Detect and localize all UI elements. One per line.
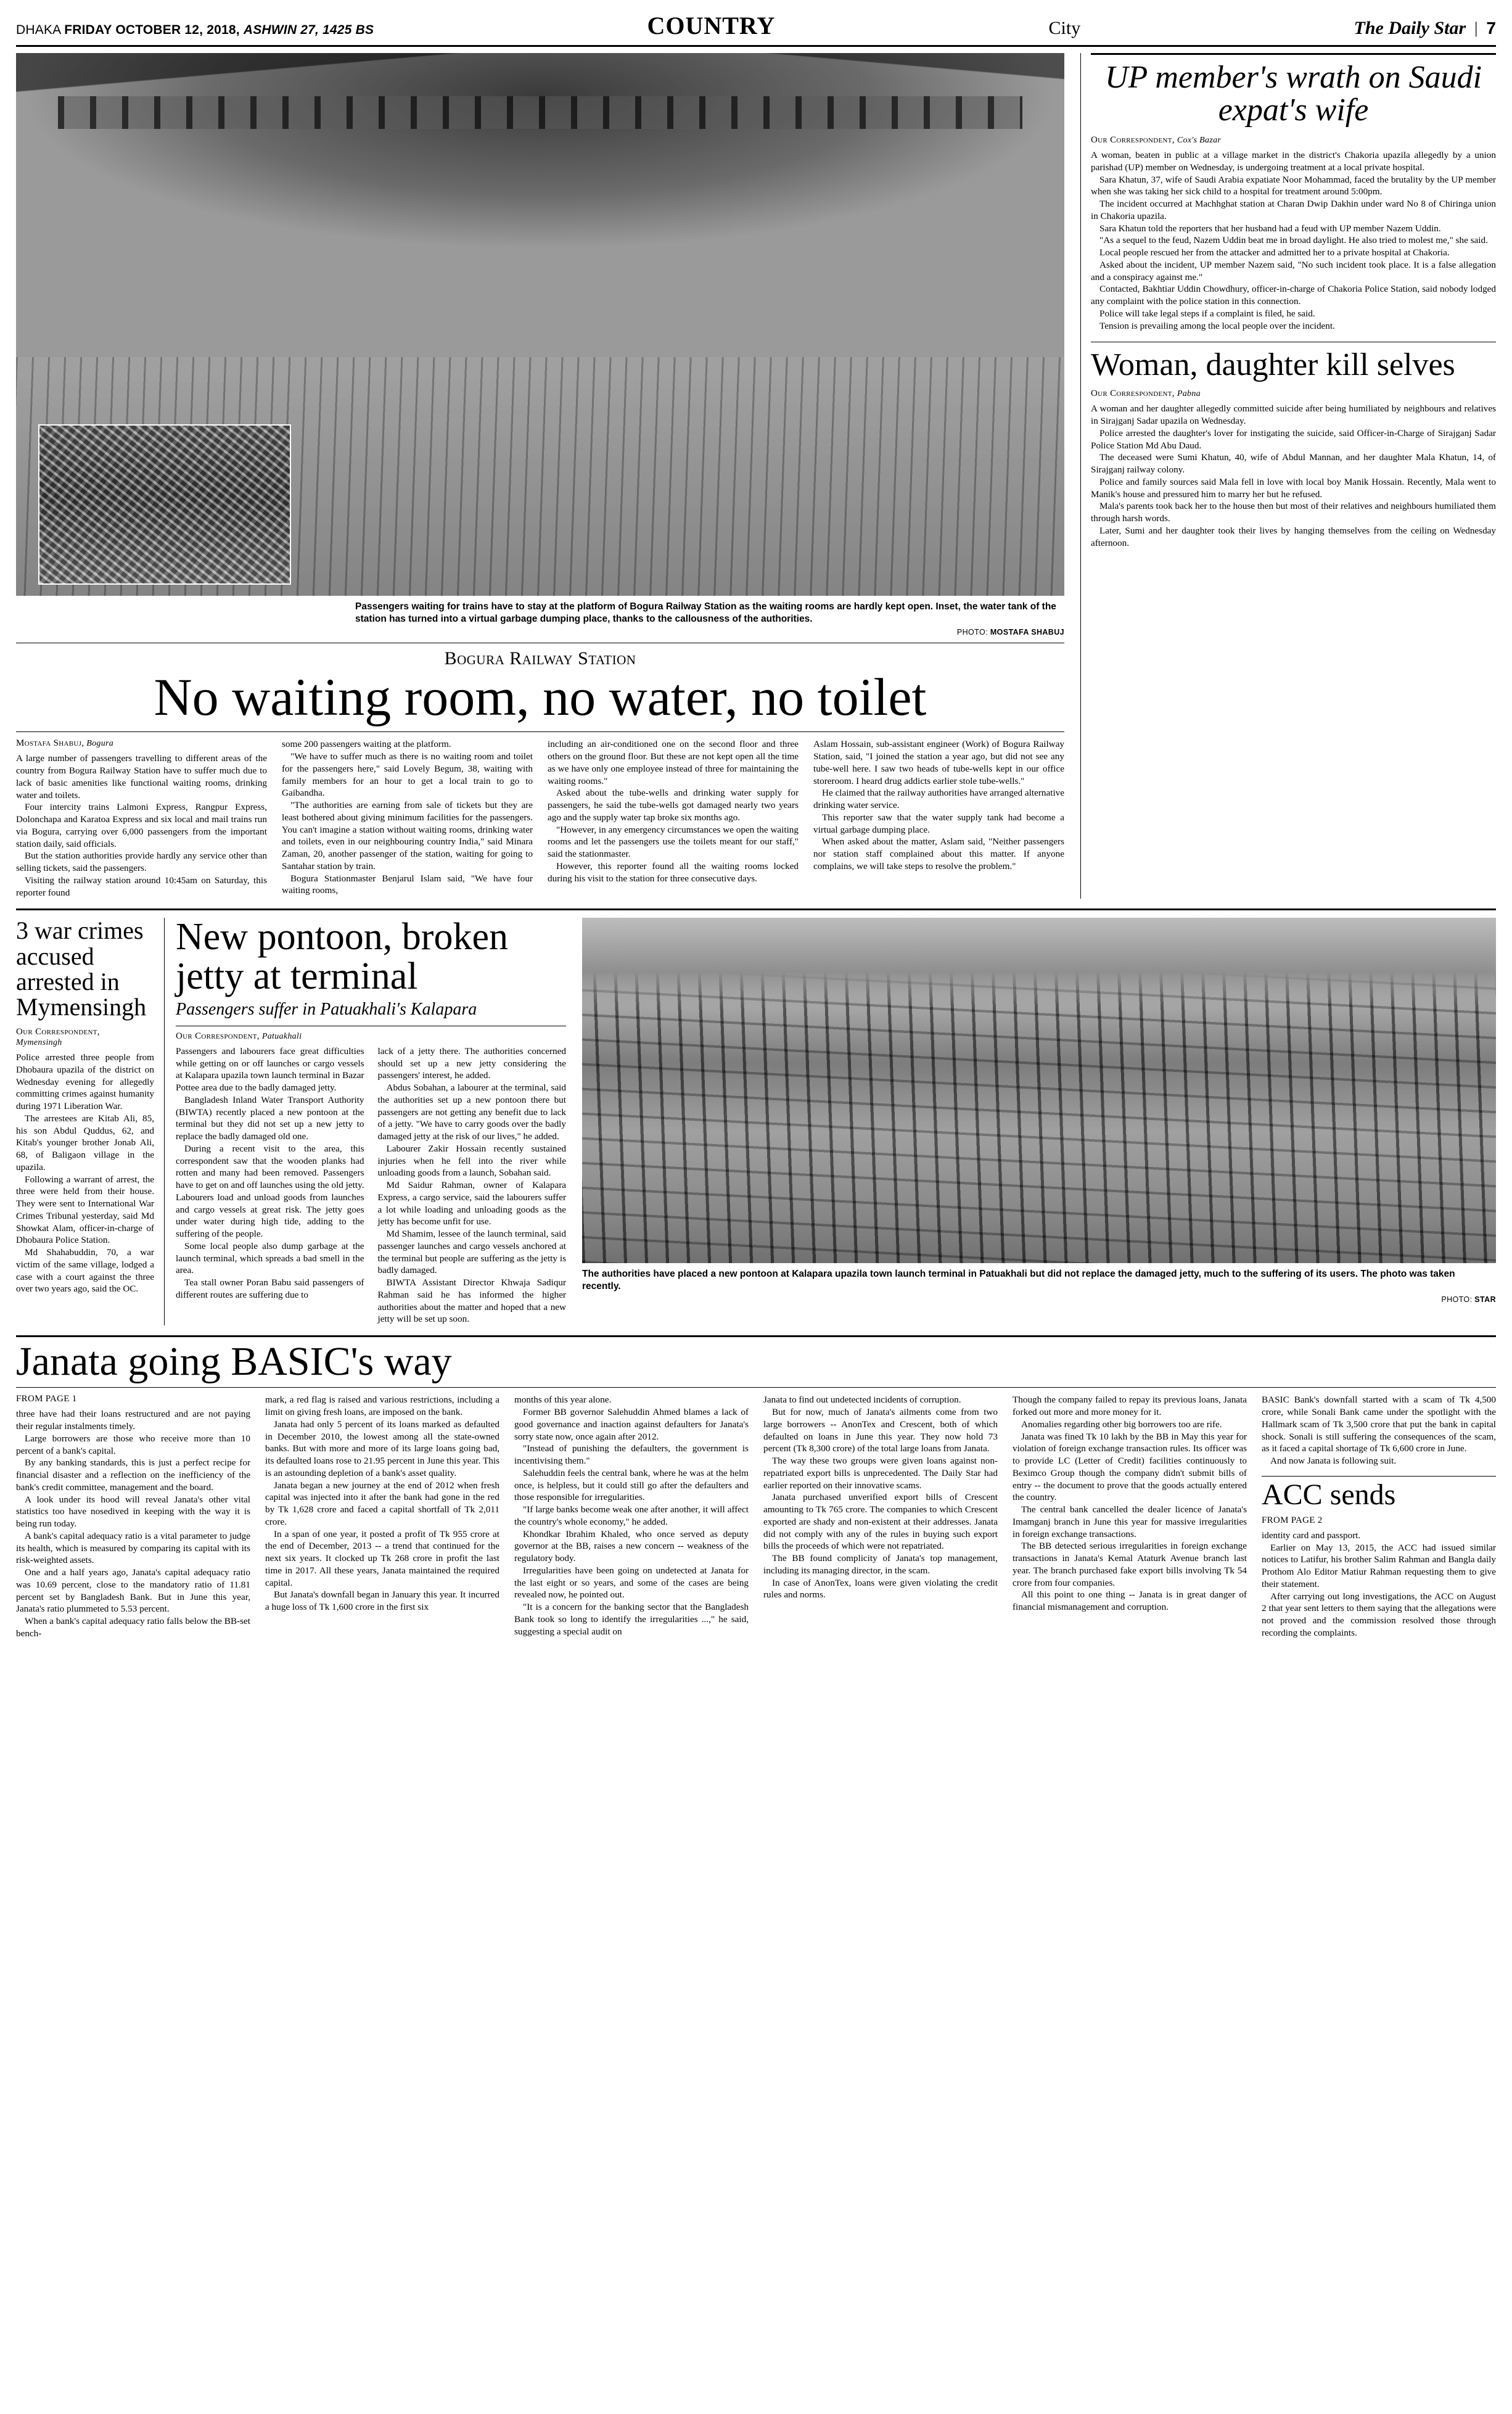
paragraph: Janata purchased unverified export bills of Crescent amounting to Tk 765 crore. The companies to which Crescent exported are shady and non-existent at their addresses. Janata did not comply with any of the rules in buying such export bills the proceeds of which were not repatriated. (763, 1492, 998, 1552)
paragraph: three have had their loans restructured and are not paying their regular instalments timely. (16, 1409, 250, 1432)
janata-headline: Janata going BASIC's way (16, 1339, 452, 1385)
right-sidebar (1080, 53, 1496, 899)
byline-place: Patuakhali (261, 1031, 302, 1041)
sidebar-top-headline: UP member's wrath on Saudi expat's wife (1104, 60, 1482, 128)
paragraph: "We have to suffer much as there is no waiting room and toilet for the passengers here," said Lovely Begum, 38, waiting with family members for an hour to get a local train to go to Gaibandha. (282, 751, 533, 799)
paragraph: Asked about the tube-wells and drinking water supply for passengers, he said the tube-wells got damaged nearly two years ago and the supply water tap broke six months ago. (548, 788, 799, 823)
photo-credit-label: PHOTO: (1441, 1295, 1473, 1304)
paragraph: "Instead of punishing the defaulters, the government is incentivising them." (514, 1443, 749, 1467)
paragraph: Sara Khatun, 37, wife of Saudi Arabia expatiate Noor Mohammad, faced the brutality by the UP member when she was taking her sick child to a hospital for treatment around 5:00pm. (1091, 174, 1496, 197)
janata-column-4 (763, 1394, 998, 1639)
paragraph: Earlier on May 13, 2015, the ACC had issued similar notices to Latifur, his brother Salim Rahman and Bangla daily Prothom Alo Editor Matiur Rahman requesting them to give their statement. (1262, 1542, 1496, 1589)
pontoon-photo-credit (582, 1295, 1496, 1304)
byline-place: Bogura (86, 739, 114, 749)
paragraph: "However, in any emergency circumstances we open the waiting rooms and let the passengers use the toilets meant for our staff," said the stationmaster. (548, 824, 799, 860)
mymensingh-body (16, 1052, 154, 1295)
paragraph: When a bank's capital adequacy ratio falls below the BB-set bench- (16, 1616, 250, 1639)
lead-body (16, 738, 1064, 899)
paragraph: Contacted, Bakhtiar Uddin Chowdhury, officer-in-charge of Chakoria Police Station, said nobody lodged any complaint with the police station in this connection. (1091, 284, 1496, 307)
janata-column-2 (265, 1394, 499, 1639)
lead-photo-credit (16, 628, 1064, 636)
byline-place: Pabna (1177, 389, 1201, 399)
paragraph: Irregularities have been going on undetected at Janata for the last eight or so years, and some of the cases are being revealed now, he pointed out. (514, 1565, 749, 1600)
paragraph: Visiting the railway station around 10:45am on Saturday, this reporter found (16, 875, 267, 898)
paragraph: Former BB governor Salehuddin Ahmed blames a lack of good governance and inaction against defaulters for Janata's sorry state now, once again after 2012. (514, 1407, 749, 1442)
paragraph: BASIC Bank's downfall started with a scam of Tk 4,500 crore, while Sonali Bank came under the spotlight with the Hallmark scam of Tk 3,500 crore that put the bank in capital shock. Sonali is still suffering the consequences of the scam, as it faced a capital shortage of Tk 6,600 crore in June. (1262, 1394, 1496, 1454)
paragraph: He claimed that the railway authorities have arranged alternative drinking water service. (813, 788, 1065, 811)
paragraph: mark, a red flag is raised and various restrictions, including a limit on giving fresh loans, are imposed on the bank. (265, 1394, 499, 1418)
byline-name: Our Correspondent, (176, 1031, 260, 1041)
paragraph: All this point to one thing -- Janata is in great danger of financial mismanagement and corruption. (1013, 1589, 1247, 1613)
sidebar-mid-byline (1091, 389, 1496, 399)
paragraph: Four intercity trains Lalmoni Express, Rangpur Express, Dolonchapa and Karatoa Express and six local and mail trains run via Bogura, carrying over 6,000 passengers from the important station daily, said officials. (16, 802, 267, 849)
paragraph: Mala's parents took back her to the house then but most of their relatives and neighbours humiliated them through harsh words. (1091, 501, 1496, 524)
paragraph: Some local people also dump garbage at the launch terminal, which spreads a bad smell in the area. (176, 1240, 364, 1276)
paragraph: The arrestees are Kitab Ali, 85, his son Abdul Quddus, 62, and Kitab's younger brother Jonab Ali, 68, of Baligaon village in the upazila. (16, 1113, 154, 1172)
paragraph: In case of AnonTex, loans were given violating the credit rules and norms. (763, 1577, 998, 1600)
mymensingh-byline (16, 1027, 154, 1048)
paragraph: A large number of passengers travelling to different areas of the country from Bogura Railway Station have to suffer much due to lack of basic amenities like functional waiting rooms, drinking water and toilets. (16, 753, 267, 801)
byline-name: Our Correspondent, (1091, 389, 1175, 399)
byline-place: Mymensingh (16, 1038, 62, 1048)
paragraph: By any banking standards, this is just a perfect recipe for financial disaster and a reflection on the inefficiency of the bank's credit committee, management and the board. (16, 1457, 250, 1493)
paragraph: The incident occurred at Machhghat station at Charan Dwip Dakhin under ward No 8 of Chiringa union in Chakoria upazila. (1091, 199, 1496, 221)
paragraph: Though the company failed to repay its previous loans, Janata forked out more and more money for it. (1013, 1394, 1247, 1418)
lead-column-3 (548, 738, 799, 899)
pontoon-column-2 (378, 1045, 567, 1325)
masthead-separator: | (1474, 19, 1478, 37)
masthead-section: COUNTRY (647, 12, 776, 39)
paragraph: The central bank cancelled the dealer licence of Janata's Imamganj branch in June this year for massive irregularities in foreign exchange transactions. (1013, 1504, 1247, 1539)
paragraph: The BB detected serious irregularities in foreign exchange transactions in Janata's Kemal Ataturk Avenue branch last year. The branch purchased fake export bills involving Tk 54 crore from four companies. (1013, 1541, 1247, 1588)
sidebar-mid-body (1091, 403, 1496, 549)
paragraph: "The authorities are earning from sale of tickets but they are least bothered about giving minimum facilities for the passengers. You can't imagine a station without waiting rooms, drinking water and toilets, even in our neighbouring country India," said Minara Zaman, 20, another passenger of the station, waiting for going to Santahar station by train. (282, 800, 533, 871)
paragraph: Labourer Zakir Hossain recently sustained injuries when he fell into the river while unloading goods from a launch, Sobahan said. (377, 1143, 566, 1179)
byline-name: Our Correspondent, (1091, 135, 1175, 146)
paragraph: identity card and passport. (1262, 1530, 1361, 1541)
sidebar-mid-headline: Woman, daughter kill selves (1091, 347, 1455, 383)
paragraph: During a recent visit to the area, this correspondent saw that the wooden planks had rotten and many had been removed. Passengers have to get on and off launches using the old jetty. Labourers load and unload goods from launches and cargo vessels at great risk. The jetty goes under water during high tide, adding to the suffering of the people. (176, 1143, 364, 1240)
paragraph: Anomalies regarding other big borrowers too are rife. (1021, 1419, 1222, 1430)
paragraph: Tension is prevailing among the local people over the incident. (1099, 320, 1335, 331)
janata-column-3 (514, 1394, 749, 1639)
paragraph: A look under its hood will reveal Janata's other vital statistics too have nosedived in keeping with the way it is being run today. (16, 1494, 250, 1530)
paragraph: "As a sequel to the feud, Nazem Uddin beat me in broad daylight. He also tried to molest me," she said. (1099, 235, 1488, 246)
paragraph: Passengers and labourers face great difficulties while getting on or off launches or cargo vessels at Kalapara upazila town launch terminal in Bazar Pottee area due to the badly damaged jetty. (176, 1045, 364, 1094)
paragraph: Salehuddin feels the central bank, where he was at the helm once, is helpless, but it could still go after the defaulters and those responsible for irregularities. (514, 1467, 749, 1503)
paragraph: Police arrested the daughter's lover for instigating the suicide, said Officer-in-Charge of Sirajganj Sadar Police Station Md Abu Daud. (1091, 427, 1496, 451)
janata-column-6 (1262, 1394, 1496, 1639)
paragraph: Janata was fined Tk 10 lakh by the BB in May this year for violation of foreign exchange transaction rules. Its officer was to provide LC (Letter of Credit) facilities continuously to Beximco Group though the company didn't submit bills of entry -- the document to prove that the goods actually entered the country. (1013, 1431, 1247, 1503)
paragraph: The way these two groups were given loans against non-repatriated export bills is unprecedented. The Daily Star had earlier reported on their innovative scams. (763, 1456, 998, 1491)
pontoon-body (176, 1045, 566, 1325)
top-area (16, 53, 1496, 899)
paragraph: But Janata's downfall began in January this year. It incurred a huge loss of Tk 1,600 crore in the first six (265, 1589, 499, 1613)
paragraph: Large borrowers are those who receive more than 10 percent of a bank's capital. (16, 1433, 250, 1456)
pontoon-deck: Passengers suffer in Patuakhali's Kalapara (176, 999, 477, 1019)
paper-logo: The Daily Star (1354, 18, 1466, 38)
paragraph: When asked about the matter, Aslam said, "Neither passengers nor station staff complained about this matter. If anyone complains, we will take steps to resolve the problem." (813, 836, 1064, 871)
inset-photo-water-tank (38, 424, 291, 585)
bottom-area (16, 1394, 1496, 1639)
paragraph: Khondkar Ibrahim Khaled, who once served as deputy governor at the BB, raises a new concern -- weakness of the regulatory body. (514, 1528, 749, 1564)
masthead-bangla-date: ASHWIN 27, 1425 BS (243, 23, 374, 37)
paragraph: Bogura Stationmaster Benjarul Islam said, "We have four waiting rooms, (282, 873, 533, 896)
paragraph: Aslam Hossain, sub-assistant engineer (Work) of Bogura Railway Station, said, "I joined the station a year ago, but did not see any tube-well here. I saw two heads of tube-wells kept in our office storeroom. I heard drug addicts earlier stole tube-wells." (813, 739, 1064, 786)
paragraph: Janata had only 5 percent of its loans marked as defaulted in December 2010, the lowest among all the state-owned banks. But with more and more of its large loans going bad, its defaulted loans rose to 21.95 percent in June this year. This is an astounding depletion of a bank's asset quality. (265, 1419, 499, 1478)
masthead-right (1354, 18, 1496, 39)
pontoon-byline (176, 1031, 566, 1042)
paragraph: The BB found complicity of Janata's top management, including its managing director, in the scam. (763, 1553, 998, 1576)
sidebar-top-byline (1091, 135, 1496, 146)
middle-area (16, 918, 1496, 1325)
paragraph: Sara Khatun told the reporters that her husband had a feud with UP member Nazem Uddin. (1099, 223, 1441, 234)
paragraph: Police will take legal steps if a complaint is filed, he said. (1099, 308, 1315, 319)
acc-headline: ACC sends (1262, 1478, 1396, 1511)
sidebar-top-body (1091, 149, 1496, 332)
janata-column-5 (1013, 1394, 1247, 1639)
photo-credit-name: MOSTAFA SHABUJ (990, 627, 1064, 636)
pontoon-headline: New pontoon, broken jetty at terminal (176, 916, 508, 997)
lead-kicker: Bogura Railway Station (444, 648, 636, 669)
paragraph: After carrying out long investigations, the ACC on August 2 that year sent letters to them saying that the allegations were not proved and the commission resolved those through recording the complaints. (1262, 1591, 1496, 1638)
paragraph: Following a warrant of arrest, the three were held from their house. They were sent to International War Crimes Tribunal yesterday, said Md Showkat Alam, officer-in-charge of Dhobaura Police Station. (16, 1174, 154, 1246)
paragraph: Local people rescued her from the attacker and admitted her to a private hospital at Chakoria. (1099, 247, 1450, 258)
photo-credit-name: STAR (1474, 1295, 1496, 1304)
lead-column-4 (813, 738, 1064, 899)
lead-byline (16, 738, 267, 749)
acc-from-line: FROM PAGE 2 (1262, 1515, 1323, 1525)
masthead-left (16, 23, 374, 38)
paragraph: "It is a concern for the banking sector that the Bangladesh Bank took so long to identify the irregularities ...," he said, suggesting a special audit on (514, 1602, 749, 1637)
byline-name: Mostafa Shabuj, (16, 738, 84, 749)
paragraph: lack of a jetty there. The authorities concerned should set up a new jetty considering the passengers' interest, he added. (377, 1045, 566, 1081)
paragraph: Janata began a new journey at the end of 2012 when fresh capital was injected into it after the bank had gone in the red by Tk 1,628 crore and faced a capital shortfall of Tk 2,011 crore. (265, 1480, 499, 1527)
masthead-city: DHAKA (16, 23, 61, 37)
paragraph: One and a half years ago, Janata's capital adequacy ratio was 10.69 percent, close to the mandatory ratio of 11.81 percent set by Bangladesh Bank. But in June this year, Janata's ratio plummeted to 5.53 percent. (16, 1567, 250, 1615)
paragraph: Later, Sumi and her daughter took their lives by hanging themselves from the ceiling on Wednesday afternoon. (1091, 525, 1496, 548)
lead-story-block (16, 53, 1064, 899)
paragraph: Bangladesh Inland Water Transport Authority (BIWTA) recently placed a new pontoon at the terminal but they did not set up a new jetty to replace the badly damaged old one. (176, 1094, 364, 1142)
pontoon-photo (582, 918, 1496, 1263)
paragraph: BIWTA Assistant Director Khwaja Sadiqur Rahman said he has informed the higher authorities about the matter and hoped that a new jetty will be set up soon. (377, 1277, 566, 1325)
paragraph: Md Shamim, lessee of the launch terminal, said passenger launches and cargo vessels anchored at the terminal but people are suffering as the jetty is badly damaged. (377, 1229, 566, 1276)
paragraph: A woman and her daughter allegedly committed suicide after being humiliated by neighbours and relatives in Sirajganj Sadar upazila on Wednesday. (1091, 403, 1496, 427)
janata-column-1 (16, 1394, 250, 1639)
paragraph: The deceased were Sumi Khatun, 40, wife of Abdul Mannan, and her daughter Mala Khatun, 14, of Sirajganj railway colony. (1091, 452, 1496, 476)
paragraph: But the station authorities provide hardly any service other than selling tickets, said the passengers. (16, 851, 267, 874)
paragraph: Tea stall owner Poran Babu said passengers of different routes are suffering due to (176, 1277, 364, 1300)
pontoon-story (164, 918, 577, 1325)
paragraph: some 200 passengers waiting at the platform. (282, 739, 451, 750)
paragraph: Police and family sources said Mala fell in love with local boy Manik Hossain. Recently, Mala went to Manik's house and pressured him to marry her but he refused. (1091, 476, 1496, 500)
paragraph: "If large banks become weak one after another, it will affect the country's whole economy," he added. (514, 1504, 749, 1527)
paragraph: But for now, much of Janata's ailments come from two large borrowers -- AnonTex and Crescent, both of which defaulted on loans in June this year. They now hold 73 percent (Tk 8,300 crore) of the total large loans from Janata. (763, 1407, 998, 1454)
photo-credit-label: PHOTO: (956, 627, 988, 636)
paragraph: In a span of one year, it posted a profit of Tk 955 crore at the end of December, 2013 -- a trend that continued for the next six years. It clocked up Tk 268 crore in profit the last time in 2017. All these years, Janata maintained the required capital. (265, 1528, 499, 1588)
lead-headline: No waiting room, no water, no toilet (154, 667, 927, 727)
paragraph: Abdus Sobahan, a labourer at the terminal, said the authorities set up a new pontoon there but passengers are not getting any benefit due to lack of a jetty. "We have to carry goods over the badly damaged jetty at the risk of our lives," he added. (377, 1082, 566, 1142)
paragraph: A woman, beaten in public at a village market in the district's Chakoria upazila allegedly by a union parishad (UP) member on Wednesday, is undergoing treatment at a local private hospital. (1091, 150, 1496, 173)
masthead-subsection: City (1048, 18, 1081, 38)
paragraph: Md Saidur Rahman, owner of Kalapara Express, a cargo service, said the labourers suffer a lot while loading and unloading goods as the jetty has become unfit for use. (377, 1180, 566, 1227)
mymensingh-headline: 3 war crimes accused arrested in Mymensingh (16, 917, 147, 1021)
pontoon-column-1 (176, 1045, 364, 1325)
paragraph: Asked about the incident, UP member Nazem said, "No such incident took place. It is a false allegation and a conspiracy against me." (1091, 259, 1496, 282)
masthead (16, 11, 1496, 47)
lead-photo-caption: Passengers waiting for trains have to stay at the platform of Bogura Railway Station as the waiting rooms are hardly kept open. Inset, the water tank of the station has turned into a virtual garbage dumping place, thanks to the callousness of the authorities. (355, 601, 1056, 624)
paragraph: And now Janata is following suit. (1270, 1456, 1397, 1467)
masthead-date: FRIDAY OCTOBER 12, 2018, (64, 23, 240, 37)
mymensingh-story (16, 918, 164, 1325)
byline-name: Our Correspondent, (16, 1027, 100, 1037)
janata-from-line: FROM PAGE 1 (16, 1394, 77, 1404)
paragraph: However, this reporter found all the waiting rooms locked during his visit to the station for three consecutive days. (548, 860, 799, 884)
paragraph: including an air-conditioned one on the second floor and three others on the ground floor. But these are not kept open all the time as we have only one employee instead of three for maintaining the waiting rooms." (548, 739, 799, 786)
lead-column-2 (282, 738, 533, 899)
page-number: 7 (1486, 19, 1496, 38)
paragraph: months of this year alone. (514, 1394, 612, 1406)
paragraph: A bank's capital adequacy ratio is a vital parameter to judge its health, which is measured by comparing its capital with its risk-weighted assets. (16, 1530, 250, 1566)
pontoon-photo-caption: The authorities have placed a new pontoon at Kalapara upazila town launch terminal in Patuakhali but did not replace the damaged jetty, much to the suffering of its users. The photo was taken recently. (582, 1269, 1455, 1292)
paragraph: This reporter saw that the water supply tank had become a virtual garbage dumping place. (813, 812, 1064, 835)
paragraph: Janata to find out undetected incidents of corruption. (763, 1394, 961, 1406)
paragraph: Police arrested three people from Dhobaura upazila of the district on Wednesday evening for allegedly committing crimes against humanity during 1971 Liberation War. (16, 1052, 154, 1112)
byline-place: Cox's Bazar (1177, 136, 1222, 146)
paragraph: Md Shahabuddin, 70, a war victim of the same village, lodged a case with a court against the three over two years ago, said the OC. (16, 1247, 154, 1295)
lead-column-1 (16, 738, 267, 899)
pontoon-photo-block (577, 918, 1496, 1325)
